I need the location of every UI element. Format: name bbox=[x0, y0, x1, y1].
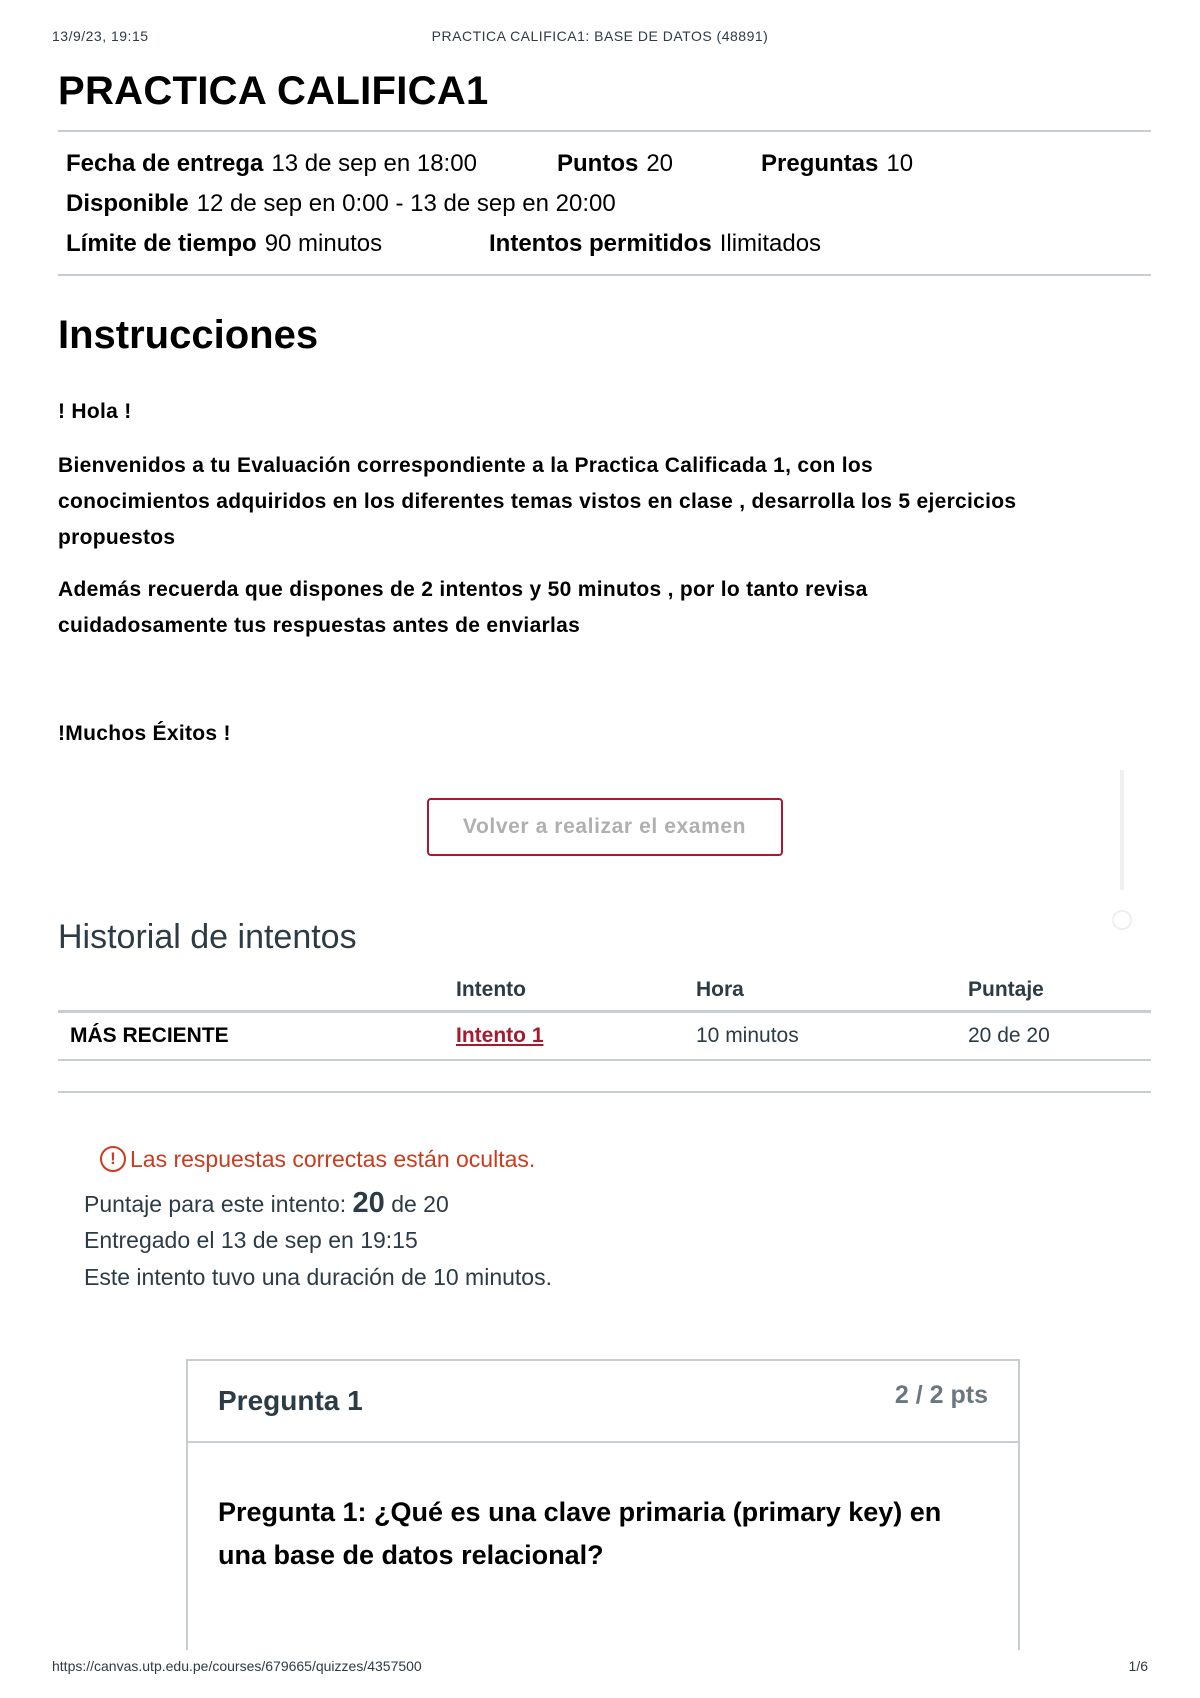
most-recent-label: MÁS RECIENTE bbox=[58, 1012, 444, 1061]
time-cell: 10 minutos bbox=[684, 1012, 956, 1061]
table-header-row bbox=[58, 970, 1151, 1012]
hidden-answers-text: Las respuestas correctas están ocultas. bbox=[130, 1146, 536, 1172]
question-card bbox=[186, 1359, 1020, 1650]
instructions-line: Además recuerda que dispones de 2 intentos y 50 minutos , por lo tanto revisa bbox=[58, 578, 868, 601]
table-row bbox=[58, 1012, 1151, 1061]
column-header: Hora bbox=[684, 970, 956, 1012]
column-header: Puntaje bbox=[956, 970, 1151, 1012]
attempt-summary bbox=[58, 1141, 1151, 1296]
points-label: Puntos bbox=[557, 150, 639, 177]
time-limit-value: 90 minutos bbox=[264, 230, 383, 257]
print-url: https://canvas.utp.edu.pe/courses/679665/quizzes/4357500 bbox=[52, 1658, 422, 1674]
question-text bbox=[188, 1443, 1018, 1577]
instructions-title: Instrucciones bbox=[58, 313, 319, 357]
available-label: Disponible bbox=[66, 190, 189, 217]
greeting-text: ! Hola ! bbox=[58, 400, 132, 423]
attempt-cell bbox=[444, 1012, 684, 1061]
details-row bbox=[66, 144, 1143, 184]
score-prefix: Puntaje para este intento: bbox=[84, 1191, 347, 1217]
due-value: 13 de sep en 18:00 bbox=[271, 150, 477, 177]
print-doc-title: PRACTICA CALIFICA1: BASE DE DATOS (48891) bbox=[431, 28, 769, 44]
main-content bbox=[58, 62, 1151, 1296]
print-header bbox=[52, 28, 1148, 48]
attempts-allowed-value: Ilimitados bbox=[719, 230, 822, 257]
details-row bbox=[66, 184, 1143, 224]
score-suffix: de 20 bbox=[391, 1191, 449, 1217]
details-row bbox=[66, 224, 1143, 264]
time-limit-item bbox=[66, 224, 489, 264]
time-limit-label: Límite de tiempo bbox=[66, 230, 257, 257]
page-number: 1/6 bbox=[1128, 1658, 1148, 1674]
questions-item bbox=[761, 144, 913, 184]
attempt-history-table bbox=[58, 970, 1151, 1061]
divider bbox=[58, 1091, 1151, 1093]
column-header: Intento bbox=[444, 970, 684, 1012]
attempt-history-title: Historial de intentos bbox=[58, 918, 357, 956]
retake-wrapper bbox=[58, 798, 1151, 856]
question-name: Pregunta 1 bbox=[218, 1385, 363, 1416]
quiz-title: PRACTICA CALIFICA1 bbox=[58, 69, 489, 113]
score-cell: 20 de 20 bbox=[956, 1012, 1151, 1061]
closing-text: !Muchos Éxitos ! bbox=[58, 722, 231, 745]
instructions-line: Bienvenidos a tu Evaluación correspondiente a la Practica Calificada 1, con los bbox=[58, 454, 873, 477]
attempts-allowed-item bbox=[489, 224, 821, 264]
hidden-answers-note bbox=[100, 1141, 1151, 1177]
attempt-score-line bbox=[84, 1185, 1151, 1222]
quiz-details bbox=[58, 132, 1151, 274]
question-text-line: Pregunta 1: ¿Qué es una clave primaria (primary key) en bbox=[218, 1497, 942, 1527]
points-value: 20 bbox=[646, 150, 674, 177]
print-footer bbox=[52, 1658, 1148, 1678]
submitted-line: Entregado el 13 de sep en 19:15 bbox=[84, 1227, 418, 1253]
column-header bbox=[58, 970, 444, 1012]
due-date-item bbox=[66, 144, 557, 184]
question-points: 2 / 2 pts bbox=[894, 1381, 988, 1409]
instructions-line: conocimientos adquiridos en los diferentes temas vistos en clase , desarrolla los 5 ejercicios bbox=[58, 490, 1017, 513]
questions-value: 10 bbox=[886, 150, 914, 177]
watermark-graphic bbox=[1112, 770, 1132, 940]
retake-quiz-button[interactable]: Volver a realizar el examen bbox=[427, 798, 783, 856]
attempt-link[interactable]: Intento 1 bbox=[456, 1024, 544, 1047]
available-value: 12 de sep en 0:00 - 13 de sep en 20:00 bbox=[196, 190, 616, 217]
watermark-logo bbox=[1112, 770, 1132, 940]
exclamation-circle-icon: ! bbox=[100, 1146, 126, 1172]
print-timestamp: 13/9/23, 19:15 bbox=[52, 28, 149, 44]
questions-label: Preguntas bbox=[761, 150, 879, 177]
instructions-line: cuidadosamente tus respuestas antes de enviarlas bbox=[58, 614, 581, 637]
attempts-allowed-label: Intentos permitidos bbox=[489, 230, 712, 257]
duration-line: Este intento tuvo una duración de 10 minutos. bbox=[84, 1264, 552, 1290]
question-text-line: una base de datos relacional? bbox=[218, 1540, 604, 1570]
question-header bbox=[188, 1361, 1018, 1443]
divider bbox=[58, 274, 1151, 276]
points-item bbox=[557, 144, 761, 184]
available-item bbox=[66, 184, 616, 224]
instructions-line: propuestos bbox=[58, 526, 176, 549]
instructions-body bbox=[58, 394, 1151, 752]
score-value: 20 bbox=[352, 1187, 385, 1219]
due-label: Fecha de entrega bbox=[66, 150, 264, 177]
